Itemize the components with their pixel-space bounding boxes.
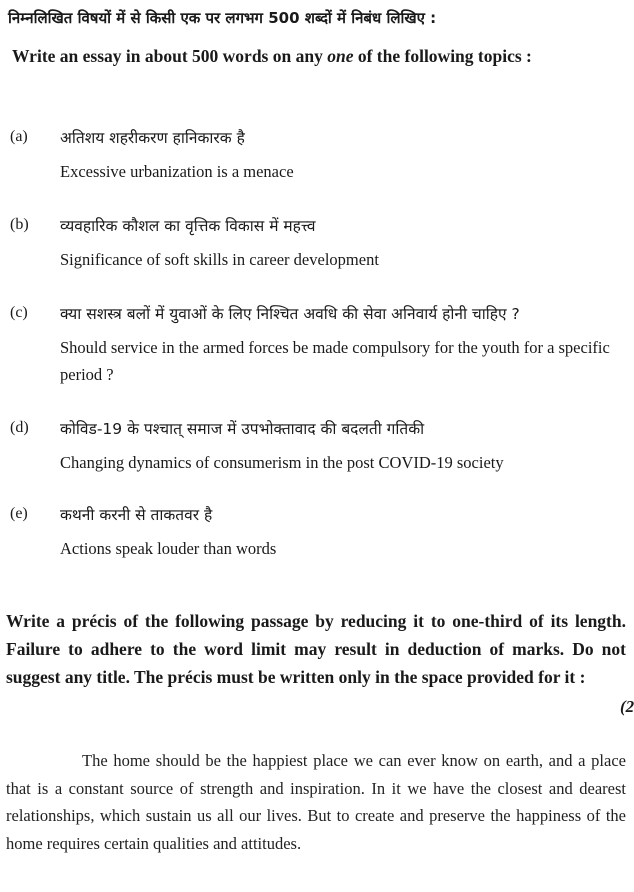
topic-hindi: व्यवहारिक कौशल का वृत्तिक विकास में महत्त्व (60, 217, 316, 235)
topic-label: (a) (10, 128, 28, 145)
english-essay-instruction (12, 42, 612, 70)
instruction-text-post: of the following topics : (353, 46, 532, 66)
topic-label: (e) (10, 505, 28, 522)
marks-indicator: (2 (620, 697, 634, 716)
topic-english: Actions speak louder than words (60, 539, 277, 558)
topic-label: (d) (10, 419, 29, 436)
precis-passage: The home should be the happiest place we can ever know on earth, and a place that is a constant source of strength and inspiration. In it we have the closest and dearest relationships, which sustain us all our lives. But to create and preserve the happiness of the home requires certain qualities and attitudes. (6, 751, 626, 853)
topic-english: Significance of soft skills in career development (60, 250, 379, 269)
topic-label: (b) (10, 216, 29, 233)
instruction-emphasis: one (327, 46, 354, 66)
topic-label: (c) (10, 304, 28, 321)
instruction-text-pre: Write an essay in about 500 words on any (12, 46, 328, 66)
topic-english: Excessive urbanization is a menace (60, 162, 294, 181)
topic-english: Should service in the armed forces be made compulsory for the youth for a specific period ? (60, 338, 610, 384)
topic-hindi: कोविड-19 के पश्चात् समाज में उपभोक्तावाद की बदलती गतिकी (60, 420, 425, 438)
precis-instruction: Write a précis of the following passage by reducing it to one-third of its length. Failure to adhere to the word limit may result in deduction of marks. Do not suggest any title. The précis must be written only in the space provided for it : (6, 611, 626, 687)
topic-hindi: अतिशय शहरीकरण हानिकारक है (60, 129, 245, 147)
topic-english: Changing dynamics of consumerism in the post COVID-19 society (60, 453, 504, 472)
topic-hindi: कथनी करनी से ताकतवर है (60, 506, 213, 524)
topic-hindi: क्या सशस्त्र बलों में युवाओं के लिए निश्चित अवधि की सेवा अनिवार्य होनी चाहिए ? (60, 305, 520, 323)
hindi-essay-instruction: निम्नलिखित विषयों में से किसी एक पर लगभग 500 शब्दों में निबंध लिखिए : (8, 9, 437, 27)
